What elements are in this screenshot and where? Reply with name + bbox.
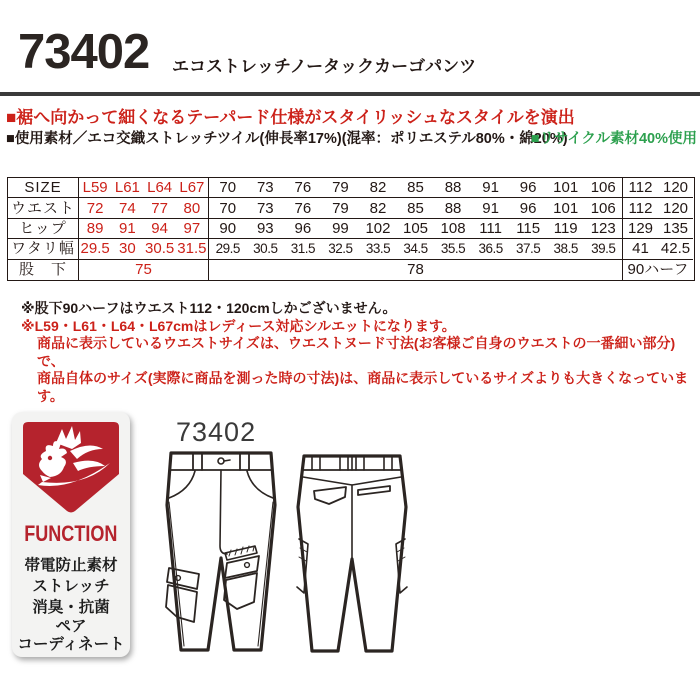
size-table-row-label: SIZE	[8, 178, 79, 198]
function-badge-card	[12, 412, 130, 657]
function-feature-list	[17, 555, 124, 654]
size-value: 112	[628, 179, 653, 197]
note-waist-2: 商品自体のサイズ(実際に商品を測った時の寸法)は、商品に表示しているサイズよりも大きくなっています。	[37, 370, 689, 404]
size-value: 76	[294, 179, 312, 197]
size-table-cell-large	[623, 260, 693, 280]
size-value: 120	[662, 179, 689, 197]
size-value: 39.5	[591, 241, 616, 257]
size-value: 105	[402, 219, 429, 237]
size-value: 90ハーフ	[627, 261, 689, 279]
size-value: 97	[183, 219, 201, 237]
size-value: 32.5	[328, 241, 353, 257]
dragon-icon	[20, 419, 122, 518]
size-table-cell-large	[623, 219, 693, 239]
size-table-cell-ladies	[79, 260, 209, 280]
size-table-cell-large	[623, 178, 693, 198]
size-value: 88	[444, 199, 462, 217]
size-table-row-label: 股 下	[8, 260, 79, 280]
size-value: 35.5	[440, 241, 466, 257]
size-value: 93	[256, 219, 274, 237]
size-value: 106	[590, 199, 616, 217]
size-table-cell-ladies	[79, 219, 209, 239]
size-value: 38.5	[553, 241, 578, 257]
note-inseam: ※股下90ハーフはウエスト112・120cmしかございません。	[21, 300, 397, 316]
size-value: 120	[662, 199, 689, 217]
size-value: 112	[628, 199, 653, 217]
pants-back-view	[292, 453, 412, 660]
size-value: 30.5	[253, 241, 278, 257]
size-value: L61	[114, 179, 140, 197]
size-value: 75	[135, 261, 152, 279]
header-divider	[0, 92, 700, 96]
size-value: 36.5	[478, 241, 503, 257]
size-table-cell-regular	[209, 178, 623, 198]
size-value: 79	[332, 179, 349, 197]
size-value: 29.5	[215, 241, 240, 257]
size-value: 85	[407, 179, 424, 197]
size-value: 96	[294, 219, 312, 237]
size-value: 90	[219, 219, 237, 237]
material-info: ■使用素材／エコ交織ストレッチツイル(伸長率17%)(混率：ポリエステル80%・綿20%)	[6, 131, 568, 147]
size-value: L67	[179, 179, 205, 197]
function-feature: ストレッチ	[32, 578, 110, 595]
size-value: 111	[479, 219, 502, 237]
size-value: 34.5	[403, 241, 428, 257]
recycle-info: ■リサイクル素材40%使用	[530, 131, 697, 147]
size-value: 94	[151, 219, 168, 237]
size-value: 85	[407, 199, 424, 217]
size-value: 82	[369, 199, 387, 217]
function-feature: ペア	[55, 618, 87, 635]
size-table-cell-regular	[209, 219, 623, 239]
size-table-cell-large	[623, 198, 693, 218]
size-value: 73	[256, 179, 274, 197]
size-value: 91	[482, 199, 499, 217]
size-value: 135	[662, 219, 689, 237]
size-value: 101	[553, 199, 579, 217]
size-value: 96	[519, 199, 537, 217]
size-value: 33.5	[365, 241, 391, 257]
size-value: 82	[369, 179, 387, 197]
size-table-row-label: ヒップ	[8, 219, 79, 239]
notes-block	[21, 300, 700, 405]
size-table	[7, 177, 695, 281]
size-value: 88	[444, 179, 462, 197]
size-table-cell-large	[623, 239, 693, 259]
size-table-cell-ladies	[79, 239, 209, 259]
function-feature: 帯電防止素材	[24, 557, 118, 574]
function-feature: 消臭・抗菌	[32, 599, 110, 616]
size-value: L59	[82, 179, 108, 197]
size-value: 31.5	[177, 240, 207, 258]
size-value: 91	[119, 219, 136, 237]
size-value: 115	[516, 219, 541, 237]
size-table-row-label: ワタリ幅	[8, 239, 79, 259]
product-code: 73402	[18, 25, 150, 79]
size-value: 30.5	[145, 240, 175, 258]
size-value: 99	[332, 219, 349, 237]
size-value: 78	[407, 261, 424, 279]
size-table-cell-ladies	[79, 178, 209, 198]
size-table-row-label: ウエスト	[8, 198, 79, 218]
size-value: 89	[86, 219, 104, 237]
size-value: 80	[183, 199, 201, 217]
size-table-cell-regular	[209, 239, 623, 259]
size-table-cell-regular	[209, 198, 623, 218]
size-value: 96	[519, 179, 537, 197]
illustration-label: 73402	[176, 417, 257, 447]
size-value: 72	[86, 199, 104, 217]
size-value: 79	[332, 199, 349, 217]
size-value: 119	[553, 219, 578, 237]
size-value: 129	[627, 219, 654, 237]
size-value: 76	[294, 199, 312, 217]
size-value: 123	[590, 219, 616, 237]
size-value: 42.5	[660, 240, 691, 258]
feature-headline: ■裾へ向かって細くなるテーパード仕様がスタイリッシュなスタイルを演出	[6, 108, 575, 127]
size-value: 106	[590, 179, 616, 197]
size-table-cell-regular	[209, 260, 623, 280]
size-value: 77	[151, 199, 168, 217]
size-value: 29.5	[80, 240, 110, 258]
pants-front-view	[157, 450, 285, 662]
size-value: 108	[440, 219, 466, 237]
size-value: 91	[482, 179, 499, 197]
size-value: 41	[632, 240, 649, 258]
note-waist-1: 商品に表示しているウエストサイズは、ウエストヌード寸法(お客様ご自身のウエストの一番細い部分)で、	[37, 335, 676, 369]
size-value: 73	[256, 199, 274, 217]
note-ladies: ※L59・L61・L64・L67cmはレディース対応シルエットになります。	[21, 317, 456, 334]
function-feature: コーディネート	[17, 636, 125, 653]
size-value: 31.5	[290, 241, 315, 257]
size-value: L64	[147, 179, 173, 197]
size-value: 102	[365, 219, 391, 237]
size-value: 30	[119, 240, 136, 258]
size-value: 70	[219, 179, 237, 197]
product-name: エコストレッチノータックカーゴパンツ	[172, 57, 477, 76]
function-title: FUNCTION	[24, 521, 118, 546]
size-value: 74	[119, 199, 136, 217]
size-value: 37.5	[516, 241, 541, 257]
size-value: 70	[219, 199, 237, 217]
size-table-cell-ladies	[79, 198, 209, 218]
size-value: 101	[553, 179, 579, 197]
